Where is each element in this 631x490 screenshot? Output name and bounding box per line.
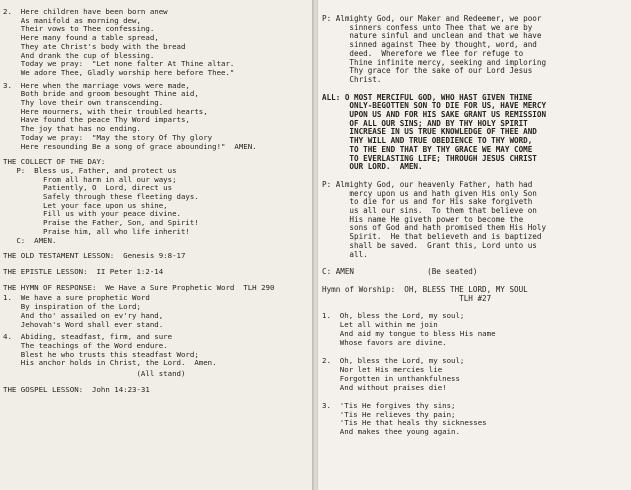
text-line: And without praises die! xyxy=(322,382,447,392)
response-verse-4 xyxy=(3,333,308,368)
text-line: Christ. xyxy=(322,74,382,84)
text-line: TLH #27 xyxy=(322,293,492,303)
text-line: TO EVERLASTING LIFE; THROUGH JESUS CHRIST xyxy=(322,153,537,163)
text-line: Today we pray: "Let none falter At Thine altar. xyxy=(3,59,235,69)
text-line: TO THE END THAT BY THY GRACE WE MAY COME xyxy=(322,144,533,154)
text-line: UPON US AND FOR HIS SAKE GRANT US REMISSION xyxy=(322,110,547,120)
worship-verse-2 xyxy=(322,357,625,393)
text-line: Spirit. He that believeth and is baptized xyxy=(322,232,542,242)
text-line: Let all within me join xyxy=(322,320,438,330)
text-line: Thy grace for the sake of our Lord Jesus xyxy=(322,66,533,76)
text-line: 4. Abiding, steadfast, firm, and sure xyxy=(3,332,173,342)
text-line: Here mourners, with their troubled hearts, xyxy=(3,106,208,116)
text-line: P: Almighty God, our heavenly Father, hath had xyxy=(322,179,533,189)
text-line: 3. 'Tis He forgives thy sins; xyxy=(322,400,456,410)
epistle-lesson: THE EPISTLE LESSON: II Peter 1:2-14 xyxy=(3,266,164,276)
text-line: P: Bless us, Father, and protect us xyxy=(3,165,177,175)
text-line: P: Almighty God, our Maker and Redeemer, we poor xyxy=(322,14,542,23)
text-line: 'Tis He that heals thy sicknesses xyxy=(322,418,487,428)
text-line: 3. Here when the marriage vows were made, xyxy=(3,80,190,90)
text-line: OUR LORD. AMEN. xyxy=(322,162,423,172)
text-line: OF ALL OUR SINS; AND BY THY HOLY SPIRIT xyxy=(322,118,528,128)
text-line: THY WILL AND TRUE OBEDIENCE TO THY WORD, xyxy=(322,136,533,146)
text-line: THE COLLECT OF THE DAY: xyxy=(3,157,106,167)
text-line: sinners confess unto Thee that we are by xyxy=(322,22,533,32)
text-line: Today we pray: "May the story Of Thy glory xyxy=(3,132,213,142)
all-stand-rubric: (All stand) xyxy=(3,369,186,379)
text-line: 2. Here children have been born anew xyxy=(3,7,168,16)
text-line: And makes thee young again. xyxy=(322,427,460,437)
text-line: They ate Christ's body with the bread xyxy=(3,41,186,51)
text-line: Let your face upon us shine, xyxy=(3,200,168,210)
text-line: Whose favors are divine. xyxy=(322,338,447,348)
text-line: His anchor holds in Christ, the Lord. Amen. xyxy=(3,358,217,368)
text-line: ONLY-BEGOTTEN SON TO DIE FOR US, HAVE MERCY xyxy=(322,101,547,111)
text-line: By inspiration of the Lord; xyxy=(3,302,141,312)
text-line: Have found the peace Thy Word imparts, xyxy=(3,115,190,125)
text-line: 1. Oh, bless the Lord, my soul; xyxy=(322,311,465,321)
text-line: Thy love their own transcending. xyxy=(3,98,164,108)
confession-pastor xyxy=(322,15,625,85)
text-line: C: AMEN. xyxy=(3,235,57,245)
hymn-of-worship xyxy=(322,286,625,303)
text-line: We adore Thee, Gladly worship here before Thee." xyxy=(3,67,235,77)
worship-verse-1 xyxy=(322,312,625,348)
text-line: to die for us and for His sake forgiveth xyxy=(322,197,533,207)
text-line: As manifold as morning dew, xyxy=(3,15,141,25)
collect-of-the-day xyxy=(3,158,308,245)
text-line: ALL: O MOST MERCIFUL GOD, WHO HAST GIVEN THINE xyxy=(322,92,533,102)
congregation-amen: C: AMEN (Be seated) xyxy=(322,267,478,277)
text-line: 2. Oh, bless the Lord, my soul; xyxy=(322,356,465,366)
text-line: The joy that has no ending. xyxy=(3,124,141,134)
text-line: And drank the cup of blessing. xyxy=(3,50,155,60)
old-testament-lesson: THE OLD TESTAMENT LESSON: Genesis 9:8-17 xyxy=(3,251,186,261)
confession-all xyxy=(322,94,625,172)
text-line: Hymn of Worship: OH, BLESS THE LORD, MY SOUL xyxy=(322,284,528,294)
text-line: And tho' assailed on ev'ry hand, xyxy=(3,310,164,320)
text-line: sons of God and hath promised them His Holy xyxy=(322,223,547,233)
hymn-verse-2 xyxy=(3,8,308,78)
text-line: Jehovah's Word shall ever stand. xyxy=(3,319,164,329)
text-line: Here many found a table spread, xyxy=(3,33,159,43)
text-line: Nor let His mercies lie xyxy=(322,364,443,374)
text-line: mercy upon us and hath given His only Son xyxy=(322,188,537,198)
text-line: Praise the Father, Son, and Spirit! xyxy=(3,218,199,228)
text-line: Safely through these fleeting days. xyxy=(3,192,199,202)
text-line: Both bride and groom besought Thine aid, xyxy=(3,89,199,99)
text-line: Patiently, O Lord, direct us xyxy=(3,183,173,193)
text-line: INCREASE IN US TRUE KNOWLEDGE OF THEE AND xyxy=(322,127,537,137)
text-line: Their vows to Thee confessing. xyxy=(3,24,155,34)
hymn-of-response: THE HYMN OF RESPONSE: We Have a Sure Prophetic Word TLH 290 xyxy=(3,282,275,292)
text-line: Praise him, all who life inherit! xyxy=(3,226,190,236)
text-line: The teachings of the Word endure. xyxy=(3,340,168,350)
text-line: all. xyxy=(322,249,368,259)
absolution-pastor xyxy=(322,181,625,259)
text-line: nature sinful and unclean and that we have xyxy=(322,31,542,41)
text-line: Forgotten in unthankfulness xyxy=(322,373,460,383)
bulletin-left-page xyxy=(0,0,312,490)
text-line: Here resounding Be a song of grace abounding!" AMEN. xyxy=(3,141,257,151)
text-line: deed. Wherefore we flee for refuge to xyxy=(322,48,524,58)
text-line: Blest he who trusts this steadfast Word; xyxy=(3,349,199,359)
text-line: From all harm in all our ways; xyxy=(3,174,177,184)
response-verse-1 xyxy=(3,294,308,329)
text-line: Thine infinite mercy, seeking and imploring xyxy=(322,57,547,67)
text-line: Fill us with your peace divine. xyxy=(3,209,181,219)
gospel-lesson: THE GOSPEL LESSON: John 14:23-31 xyxy=(3,384,150,394)
bulletin-right-page xyxy=(318,0,631,490)
text-line: His name He giveth power to become the xyxy=(322,214,524,224)
text-line: 'Tis He relieves thy pain; xyxy=(322,409,456,419)
text-line: us all our sins. To them that believe on xyxy=(322,206,537,216)
text-line: sinned against Thee by thought, word, and xyxy=(322,40,537,50)
worship-verse-3 xyxy=(322,402,625,438)
text-line: 1. We have a sure prophetic Word xyxy=(3,293,150,303)
text-line: shall be saved. Grant this, Lord unto us xyxy=(322,240,537,250)
text-line: And aid my tongue to bless His name xyxy=(322,329,496,339)
hymn-verse-3 xyxy=(3,82,308,152)
